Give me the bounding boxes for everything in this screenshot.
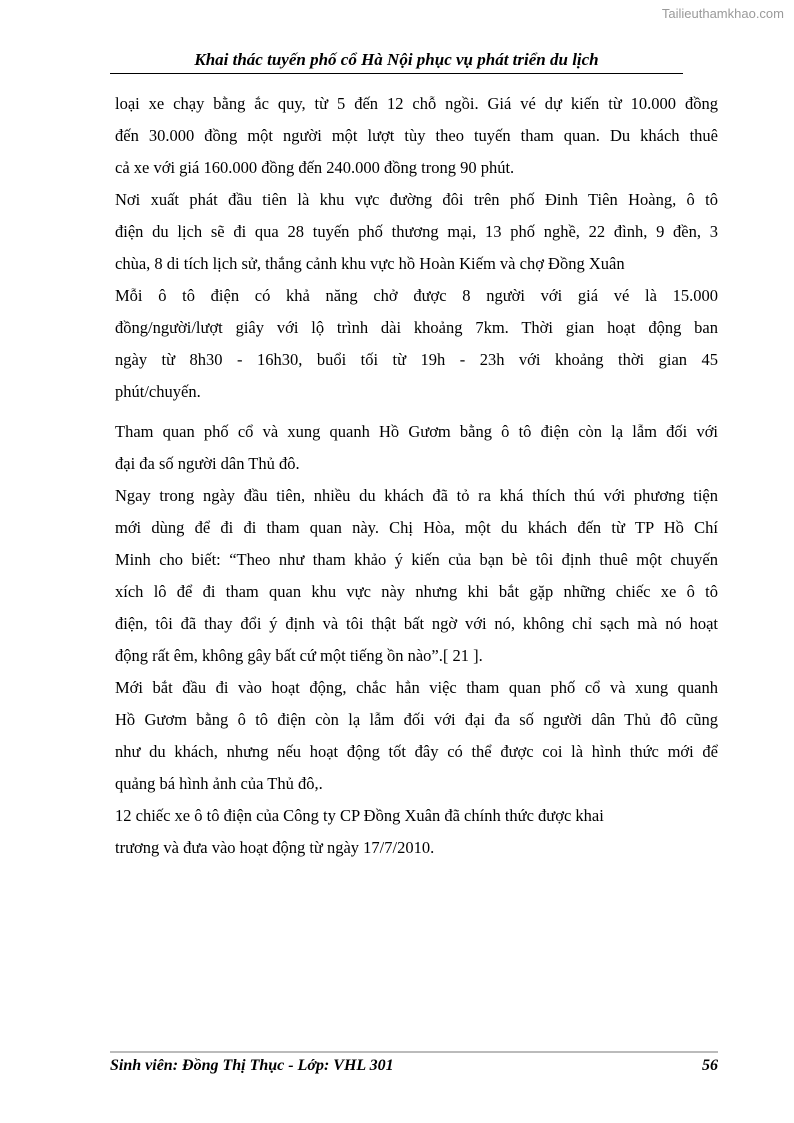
- text-line: Nơi xuất phát đầu tiên là khu vực đường đôi trên phố Đinh Tiên Hoàng, ô tô: [115, 190, 718, 209]
- text-line: trương và đưa vào hoạt động từ ngày 17/7/2010.: [115, 838, 435, 857]
- text-line: phút/chuyến.: [115, 382, 201, 401]
- watermark: Tailieuthamkhao.com: [661, 6, 784, 21]
- text-line: quảng bá hình ảnh của Thủ đô,.: [115, 774, 323, 793]
- text-line: mới dùng để đi đi tham quan này. Chị Hòa, một du khách đến từ TP Hồ Chí: [115, 518, 718, 537]
- text-line: Mỗi ô tô điện có khả năng chở được 8 người với giá vé là 15.000: [115, 286, 718, 305]
- text-line: Hồ Gươm bằng ô tô điện còn lạ lẫm đối với đại đa số người dân Thủ đô cũng: [115, 710, 718, 729]
- text-line: loại xe chạy bằng ắc quy, từ 5 đến 12 chỗ ngồi. Giá vé dự kiến từ 10.000 đồng: [115, 94, 718, 113]
- text-line: Minh cho biết: “Theo như tham khảo ý kiến của bạn bè tôi định thuê một chuyến: [115, 550, 718, 569]
- page-number: 56: [702, 1057, 718, 1074]
- text-line: Tham quan phố cổ và xung quanh Hồ Gươm bằng ô tô điện còn lạ lẫm đối với: [115, 422, 718, 441]
- text-line: như du khách, nhưng nếu hoạt động tốt đây có thể được coi là hình thức mới để: [115, 742, 718, 761]
- text-line: 12 chiếc xe ô tô điện của Công ty CP Đồng Xuân đã chính thức được khai: [115, 806, 604, 825]
- footer-divider: [110, 1051, 718, 1053]
- text-line: chùa, 8 di tích lịch sử, thắng cảnh khu vực hồ Hoàn Kiếm và chợ Đồng Xuân: [115, 254, 625, 273]
- text-line: điện du lịch sẽ đi qua 28 tuyến phố thương mại, 13 phố nghề, 22 đình, 9 đền, 3: [115, 222, 718, 241]
- footer-author: Sinh viên: Đồng Thị Thục - Lớp: VHL 301: [110, 1057, 394, 1074]
- paragraph-gap: [115, 413, 718, 421]
- text-line: đại đa số người dân Thủ đô.: [115, 454, 300, 473]
- running-header: Khai thác tuyến phố cổ Hà Nội phục vụ phát triển du lịch: [110, 50, 683, 74]
- text-line: đến 30.000 đồng một người một lượt tùy theo tuyến tham quan. Du khách thuê: [115, 126, 718, 145]
- text-line: Ngay trong ngày đầu tiên, nhiều du khách đã tỏ ra khá thích thú với phương tiện: [115, 486, 718, 505]
- text-line: đồng/người/lượt giây với lộ trình dài khoảng 7km. Thời gian hoạt động ban: [115, 318, 718, 337]
- text-line: cả xe với giá 160.000 đồng đến 240.000 đồng trong 90 phút.: [115, 158, 515, 177]
- text-line: Mới bắt đầu đi vào hoạt động, chắc hẳn việc tham quan phố cổ và xung quanh: [115, 678, 718, 697]
- text-line: ngày từ 8h30 - 16h30, buổi tối từ 19h - 23h với khoảng thời gian 45: [115, 350, 718, 369]
- text-line: động rất êm, không gây bất cứ một tiếng ồn nào”.[ 21 ].: [115, 646, 483, 665]
- text-line: điện, tôi đã thay đổi ý định và tôi thật bất ngờ với nó, không chỉ sạch mà nó hoạt: [115, 614, 718, 633]
- text-line: xích lô để đi tham quan khu vực này nhưng khi bắt gặp những chiếc xe ô tô: [115, 582, 718, 601]
- document-body: [115, 93, 718, 869]
